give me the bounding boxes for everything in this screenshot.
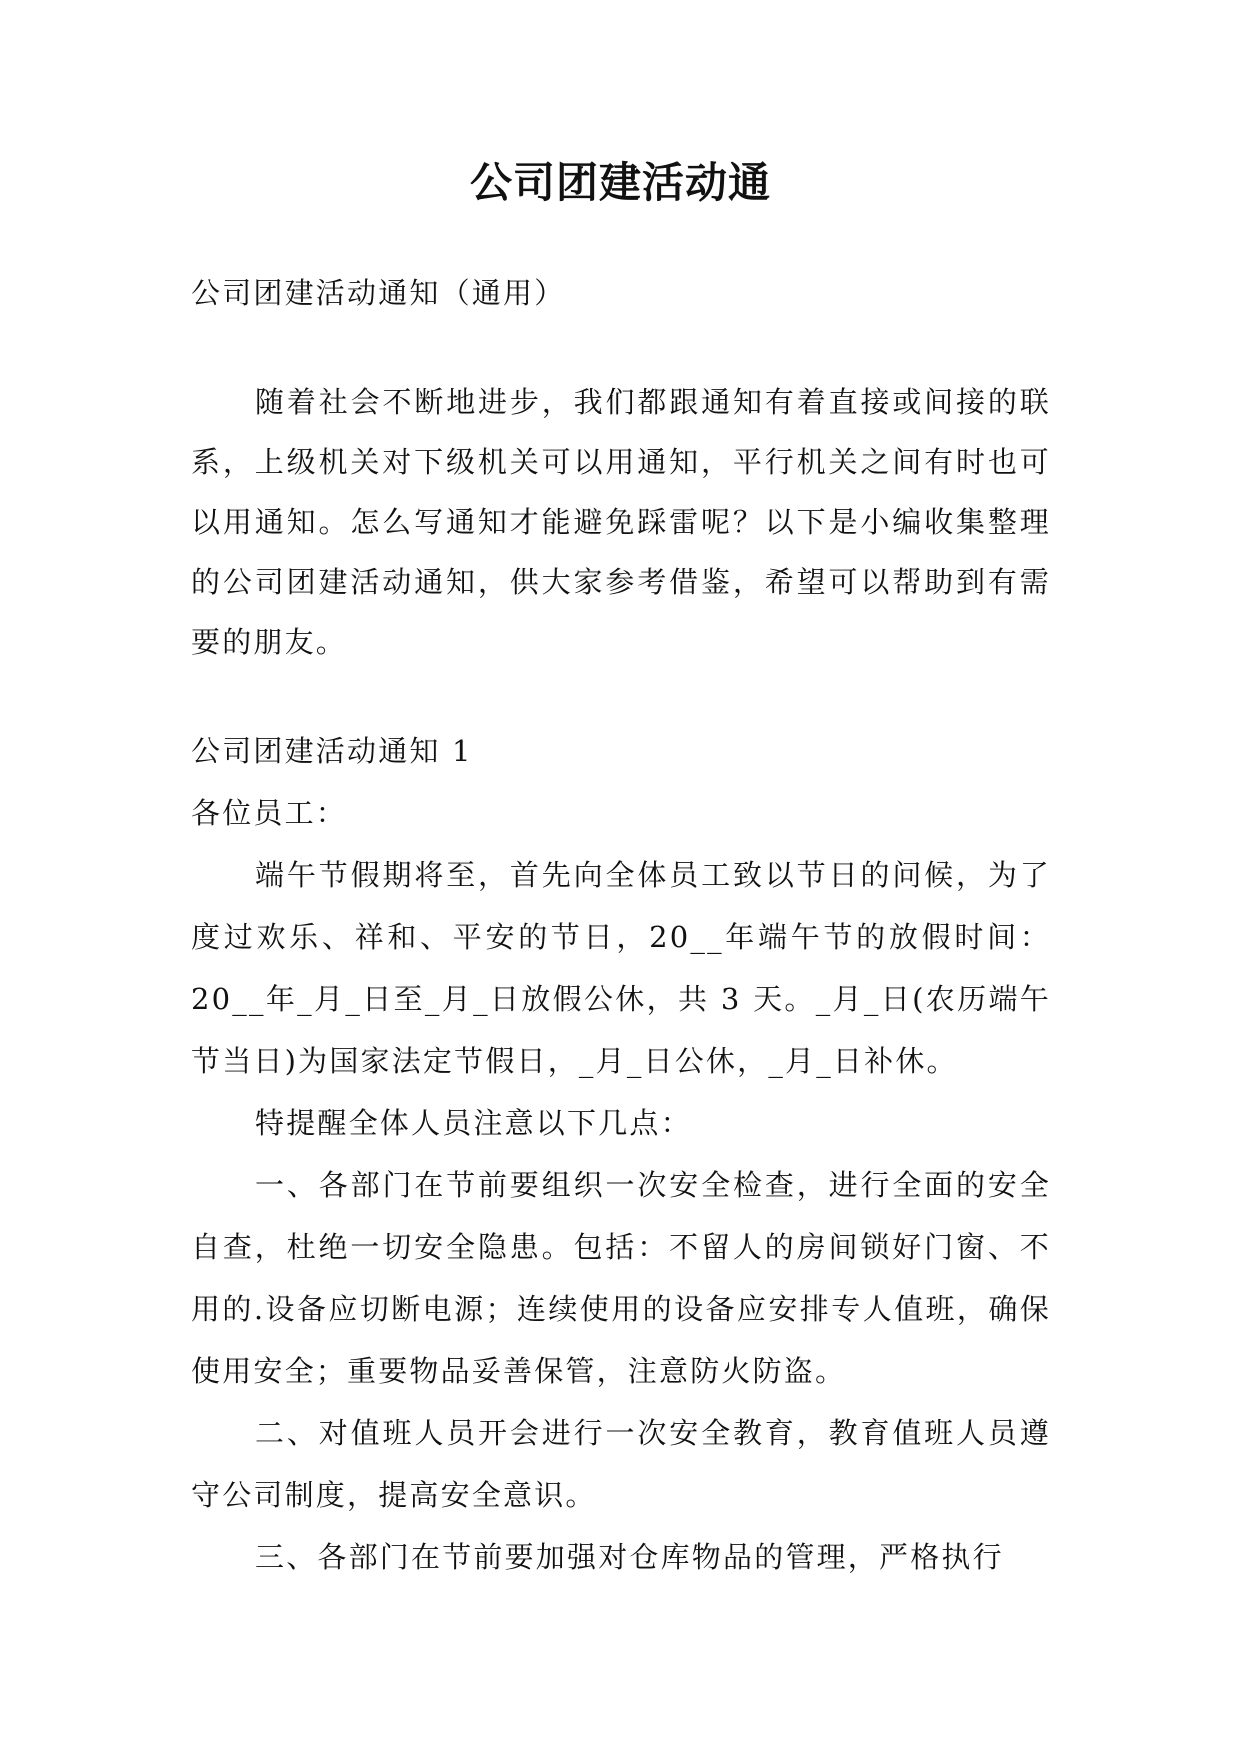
- point-three-paragraph: 三、各部门在节前要加强对仓库物品的管理，严格执行: [255, 1540, 1004, 1574]
- document-subtitle: 公司团建活动通知（通用）: [191, 276, 566, 310]
- section-heading: 公司团建活动通知 1: [191, 734, 473, 768]
- document-body: [191, 262, 1051, 1588]
- point-two-paragraph: 二、对值班人员开会进行一次安全教育，教育值班人员遵守公司制度，提高安全意识。: [191, 1416, 1051, 1512]
- point-one-paragraph: 一、各部门在节前要组织一次安全检查，进行全面的安全自查，杜绝一切安全隐患。包括：不留人的房间锁好门窗、不用的.设备应切断电源；连续使用的设备应安排专人值班，确保使用安全；重要物品妥善保管，注意防火防盗。: [191, 1168, 1051, 1388]
- holiday-paragraph: 端午节假期将至，首先向全体员工致以节日的问候，为了度过欢乐、祥和、平安的节日，20__年端午节的放假时间：20__年_月_日至_月_日放假公休，共 3 天。_月_日(农历端午节当日)为国家法定节假日，_月_日公休，_月_日补休。: [191, 858, 1051, 1078]
- document-title: 公司团建活动通: [469, 158, 771, 207]
- intro-paragraph: 随着社会不断地进步，我们都跟通知有着直接或间接的联系，上级机关对下级机关可以用通知，平行机关之间有时也可以用通知。怎么写通知才能避免踩雷呢？以下是小编收集整理的公司团建活动通知，供大家参考借鉴，希望可以帮助到有需要的朋友。: [191, 385, 1051, 659]
- salutation: 各位员工：: [191, 796, 348, 830]
- reminder-paragraph: 特提醒全体人员注意以下几点：: [255, 1106, 692, 1140]
